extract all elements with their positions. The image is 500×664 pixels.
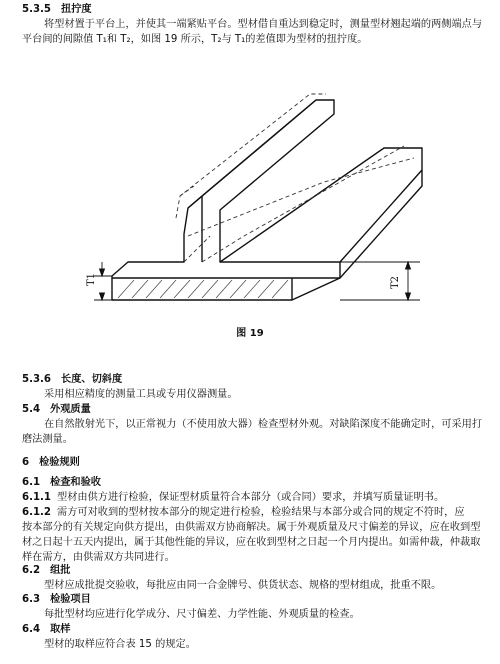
section-title: 检验规则 <box>39 457 80 468</box>
section-title: 扭拧度 <box>61 4 92 15</box>
clause-text: 需方可对收到的型材按本部分的规定进行检验，检验结果与本部分或合同的规定不符时，应 <box>57 507 465 518</box>
paragraph-line: 型材应成批提交验收，每批应由同一合金牌号、供货状态、规格的型材组成，批重不限。 <box>44 580 442 591</box>
profile-outline <box>112 100 422 278</box>
leg-edge <box>188 100 316 208</box>
dimension-lines <box>94 262 420 300</box>
section-number: 5.3.5 <box>22 4 52 15</box>
clause-6-1-2 <box>22 505 500 520</box>
twist-measurement-figure <box>84 86 424 314</box>
section-6-3 <box>0 592 500 622</box>
section-title: 检查和验收 <box>50 477 101 488</box>
paragraph-line: 样在需方，由供需双方共同进行。 <box>22 552 175 563</box>
section-number: 6 <box>22 457 30 468</box>
paragraph-line: 按本部分的有关规定向供方提出，由供需双方协商解决。属于外观质量及尺寸偏差的异议，应在收到型 <box>22 522 481 533</box>
section-5-3-5 <box>0 2 500 47</box>
heading-5-4 <box>22 402 500 417</box>
paragraph-line: 平台间的间隙值 T₁和 T₂，如图 19 所示，T₂与 T₁的差值即为型材的扭拧度。 <box>22 34 368 45</box>
paragraph-line: 采用相应精度的测量工具或专用仪器测量。 <box>44 389 238 400</box>
paragraph-line: 型材的取样应符合表 15 的规定。 <box>44 639 196 650</box>
section-6-1 <box>0 475 500 565</box>
end-section <box>112 278 292 300</box>
section-title: 组批 <box>50 565 71 576</box>
heading-6-1 <box>22 475 500 490</box>
clause-number: 6.1.2 <box>22 507 52 518</box>
figure-caption: 图 19 <box>236 328 264 339</box>
section-6-2 <box>0 563 500 593</box>
section-title: 检验项目 <box>50 594 91 605</box>
heading-5-3-6 <box>22 372 500 387</box>
heading-6-4 <box>22 622 500 637</box>
section-5-4 <box>0 402 500 447</box>
paragraph-line: 材之日起十五天内提出，属于其他性能的异议，应在收到型材之日起一个月内提出。如需仲裁，仲裁取 <box>22 537 481 548</box>
section-number: 6.2 <box>22 565 41 576</box>
heading-6-2 <box>22 563 500 578</box>
clause-6-1-1 <box>22 490 500 505</box>
twisted-profile-outline <box>176 94 414 262</box>
section-number: 5.3.6 <box>22 374 52 385</box>
end-section-edge <box>292 278 340 300</box>
paragraph-line: 将型材置于平台上，并使其一端紧贴平台。型材借自重达到稳定时，测量型材翘起端的两侧端点与 <box>44 19 483 30</box>
section-number: 6.3 <box>22 594 41 605</box>
t2-label: T2 <box>390 275 401 289</box>
heading-6 <box>22 455 500 470</box>
section-number: 6.4 <box>22 624 41 635</box>
section-title: 长度、切斜度 <box>61 374 123 385</box>
clause-text: 型材由供方进行检验，保证型材质量符合本部分（或合同）要求，并填写质量证明书。 <box>57 492 445 503</box>
section-6-4 <box>0 622 500 652</box>
section-title: 取样 <box>50 624 71 635</box>
section-number: 6.1 <box>22 477 41 488</box>
section-hatching <box>118 280 288 298</box>
heading-5-3-5 <box>22 2 500 17</box>
section-5-3-6 <box>0 372 500 402</box>
t1-label: T1 <box>86 272 97 286</box>
section-6 <box>0 455 500 470</box>
section-title: 外观质量 <box>50 404 91 415</box>
clause-number: 6.1.1 <box>22 492 52 503</box>
section-number: 5.4 <box>22 404 41 415</box>
paragraph-line: 磨法测量。 <box>22 434 73 445</box>
paragraph-line: 在自然散射光下，以正常视力（不使用放大器）检查型材外观。对缺陷深度不能确定时，可采用打 <box>44 419 483 430</box>
paragraph-line: 每批型材均应进行化学成分、尺寸偏差、力学性能、外观质量的检查。 <box>44 609 360 620</box>
heading-6-3 <box>22 592 500 607</box>
